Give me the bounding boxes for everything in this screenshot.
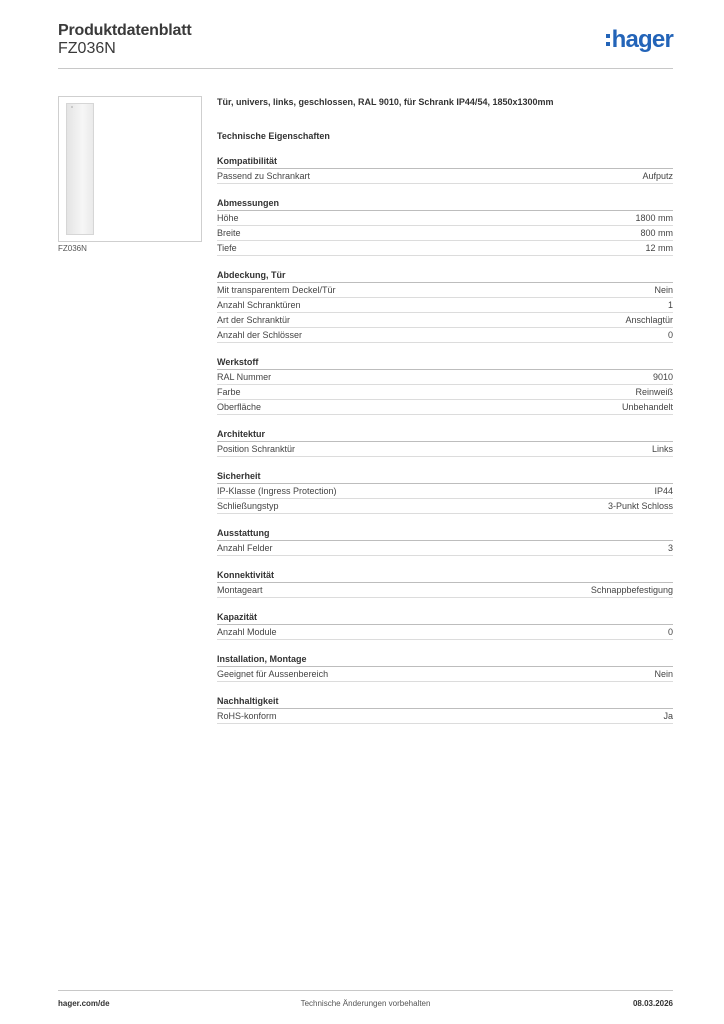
property-row xyxy=(217,283,673,298)
property-group xyxy=(217,470,673,514)
property-value: Reinweiß xyxy=(635,387,673,397)
group-title: Konnektivität xyxy=(217,569,673,583)
property-row xyxy=(217,226,673,241)
property-row xyxy=(217,169,673,184)
property-label: Anzahl Schranktüren xyxy=(217,300,301,310)
property-group xyxy=(217,428,673,457)
property-label: Passend zu Schrankart xyxy=(217,171,311,181)
property-label: Position Schranktür xyxy=(217,444,296,454)
property-label: Mit transparentem Deckel/Tür xyxy=(217,285,336,295)
property-value: Anschlagtür xyxy=(625,315,673,325)
property-label: Geeignet für Aussenbereich xyxy=(217,669,329,679)
property-row xyxy=(217,328,673,343)
property-label: Tiefe xyxy=(217,243,237,253)
hager-logo xyxy=(606,28,673,52)
property-row xyxy=(217,313,673,328)
property-group xyxy=(217,527,673,556)
section-heading: Technische Eigenschaften xyxy=(217,131,330,141)
property-label: Farbe xyxy=(217,387,241,397)
group-title: Abmessungen xyxy=(217,197,673,211)
property-label: RoHS-konform xyxy=(217,711,277,721)
property-group xyxy=(217,269,673,343)
property-value: 0 xyxy=(667,330,673,340)
property-value: IP44 xyxy=(654,486,673,496)
property-row xyxy=(217,484,673,499)
property-value: Aufputz xyxy=(642,171,673,181)
property-label: RAL Nummer xyxy=(217,372,272,382)
property-value: 1800 mm xyxy=(635,213,673,223)
property-label: Schließungstyp xyxy=(217,501,279,511)
image-caption: FZ036N xyxy=(58,244,87,253)
group-title: Werkstoff xyxy=(217,356,673,370)
product-code: FZ036N xyxy=(58,40,116,57)
group-title: Installation, Montage xyxy=(217,653,673,667)
page-header xyxy=(58,22,673,69)
document-title: Produktdatenblatt xyxy=(58,22,192,39)
property-row xyxy=(217,499,673,514)
logo-dots-icon xyxy=(606,32,610,48)
property-label: Anzahl Felder xyxy=(217,543,273,553)
property-group xyxy=(217,653,673,682)
property-group xyxy=(217,356,673,415)
group-title: Kompatibilität xyxy=(217,155,673,169)
product-description: Tür, univers, links, geschlossen, RAL 9010, für Schrank IP44/54, 1850x1300mm xyxy=(217,97,554,107)
property-label: Anzahl Module xyxy=(217,627,277,637)
property-value: 3 xyxy=(667,543,673,553)
property-label: Höhe xyxy=(217,213,239,223)
property-group xyxy=(217,695,673,724)
property-value: Nein xyxy=(654,285,673,295)
group-title: Abdeckung, Tür xyxy=(217,269,673,283)
group-title: Kapazität xyxy=(217,611,673,625)
door-panel-icon xyxy=(66,103,94,235)
property-value: Nein xyxy=(654,669,673,679)
property-row xyxy=(217,442,673,457)
property-row xyxy=(217,370,673,385)
property-value: 3-Punkt Schloss xyxy=(607,501,673,511)
property-value: 1 xyxy=(667,300,673,310)
property-row xyxy=(217,541,673,556)
property-value: 0 xyxy=(667,627,673,637)
property-row xyxy=(217,625,673,640)
property-group xyxy=(217,197,673,256)
property-value: 12 mm xyxy=(645,243,673,253)
footer-date: 08.03.2026 xyxy=(632,999,673,1008)
property-value: Schnappbefestigung xyxy=(590,585,673,595)
group-title: Sicherheit xyxy=(217,470,673,484)
property-group xyxy=(217,569,673,598)
property-label: IP-Klasse (Ingress Protection) xyxy=(217,486,337,496)
property-label: Oberfläche xyxy=(217,402,262,412)
property-group xyxy=(217,611,673,640)
property-value: Unbehandelt xyxy=(621,402,673,412)
property-row xyxy=(217,667,673,682)
property-group xyxy=(217,155,673,184)
property-row xyxy=(217,385,673,400)
property-value: Ja xyxy=(663,711,673,721)
property-row xyxy=(217,241,673,256)
property-value: Links xyxy=(651,444,673,454)
logo-text: hager xyxy=(611,26,673,53)
property-groups xyxy=(217,155,673,724)
property-label: Breite xyxy=(217,228,241,238)
door-hinge-icon xyxy=(71,106,73,108)
group-title: Nachhaltigkeit xyxy=(217,695,673,709)
property-row xyxy=(217,400,673,415)
group-title: Architektur xyxy=(217,428,673,442)
property-row xyxy=(217,583,673,598)
property-row xyxy=(217,211,673,226)
product-content xyxy=(217,96,673,724)
property-label: Art der Schranktür xyxy=(217,315,291,325)
footer-website: hager.com/de xyxy=(58,999,110,1008)
property-row xyxy=(217,298,673,313)
footer-notice: Technische Änderungen vorbehalten xyxy=(300,999,431,1008)
page-footer xyxy=(58,990,673,1011)
group-title: Ausstattung xyxy=(217,527,673,541)
property-value: 9010 xyxy=(652,372,673,382)
property-value: 800 mm xyxy=(640,228,673,238)
property-row xyxy=(217,709,673,724)
property-label: Anzahl der Schlösser xyxy=(217,330,303,340)
product-image xyxy=(58,96,202,242)
property-label: Montageart xyxy=(217,585,263,595)
